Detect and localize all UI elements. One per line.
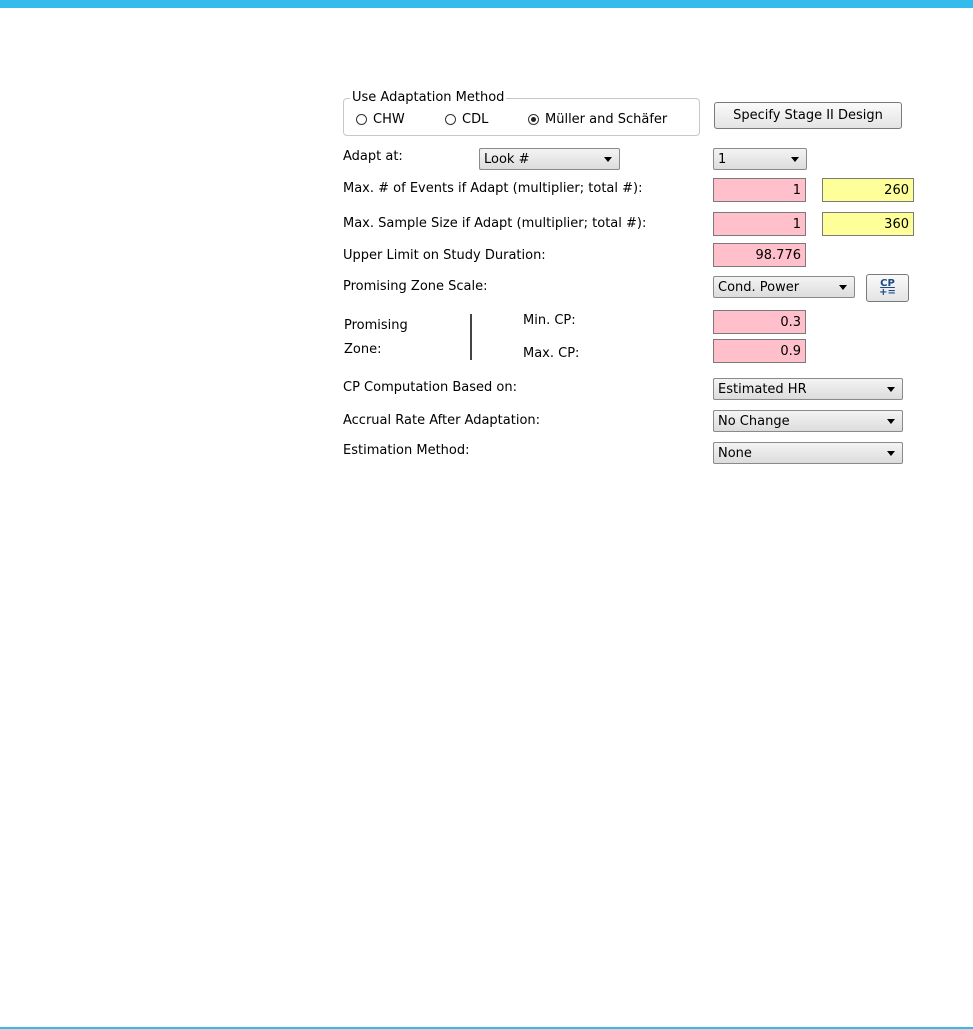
accrual-rate-label: Accrual Rate After Adaptation: <box>343 413 541 428</box>
max-events-multiplier-input[interactable]: 1 <box>713 178 806 202</box>
chevron-down-icon <box>887 419 895 424</box>
chevron-down-icon <box>604 157 612 162</box>
radio-cdl[interactable] <box>445 112 488 127</box>
cp-computation-label: CP Computation Based on: <box>343 380 517 395</box>
max-sample-total-field: 360 <box>822 212 914 236</box>
radio-chw-circle[interactable] <box>356 114 367 125</box>
study-duration-label: Upper Limit on Study Duration: <box>343 248 546 263</box>
cp-computation-select[interactable] <box>713 378 903 400</box>
min-cp-input[interactable]: 0.3 <box>713 310 806 334</box>
adapt-at-type-select[interactable] <box>479 148 620 170</box>
estimation-method-label: Estimation Method: <box>343 443 470 458</box>
adapt-at-type-value: Look # <box>484 151 530 167</box>
chevron-down-icon <box>887 387 895 392</box>
estimation-method-select[interactable] <box>713 442 903 464</box>
zone-scale-value: Cond. Power <box>718 279 800 295</box>
max-cp-label: Max. CP: <box>523 346 580 361</box>
accrual-rate-select[interactable] <box>713 410 903 432</box>
promising-zone-label-line1: Promising <box>344 318 408 333</box>
chevron-down-icon <box>887 451 895 456</box>
chevron-down-icon <box>839 285 847 290</box>
cp-computation-value: Estimated HR <box>718 381 807 397</box>
max-events-label: Max. # of Events if Adapt (multiplier; total #): <box>343 181 643 196</box>
radio-chw-label: CHW <box>373 112 405 127</box>
specify-stage-two-button[interactable]: Specify Stage II Design <box>714 102 902 129</box>
accrual-rate-value: No Change <box>718 413 790 429</box>
radio-muller-schafer[interactable] <box>528 112 667 127</box>
estimation-method-value: None <box>718 445 752 461</box>
zone-scale-select[interactable] <box>713 276 855 298</box>
chevron-down-icon <box>791 157 799 162</box>
min-cp-label: Min. CP: <box>523 313 576 328</box>
radio-chw[interactable] <box>356 112 405 127</box>
radio-cdl-circle[interactable] <box>445 114 456 125</box>
max-events-total-field: 260 <box>822 178 914 202</box>
zone-divider <box>470 314 472 360</box>
max-sample-label: Max. Sample Size if Adapt (multiplier; total #): <box>343 216 647 231</box>
adapt-at-look-select[interactable] <box>713 148 807 170</box>
radio-cdl-label: CDL <box>462 112 489 127</box>
zone-scale-label: Promising Zone Scale: <box>343 279 488 294</box>
adaptation-method-legend: Use Adaptation Method <box>352 90 505 105</box>
cp-calculator-icon[interactable] <box>866 274 909 302</box>
top-accent-bar <box>0 0 973 8</box>
adapt-at-label: Adapt at: <box>343 149 403 164</box>
cp-icon-top: CP <box>880 278 895 289</box>
adapt-at-look-value: 1 <box>718 151 727 167</box>
radio-muller-schafer-label: Müller and Schäfer <box>545 112 668 127</box>
max-cp-input[interactable]: 0.9 <box>713 339 806 363</box>
cp-icon-bottom: += <box>879 287 896 298</box>
radio-muller-schafer-circle[interactable] <box>528 114 539 125</box>
promising-zone-label-line2: Zone: <box>344 342 382 357</box>
study-duration-input[interactable]: 98.776 <box>713 243 806 267</box>
max-sample-multiplier-input[interactable]: 1 <box>713 212 806 236</box>
